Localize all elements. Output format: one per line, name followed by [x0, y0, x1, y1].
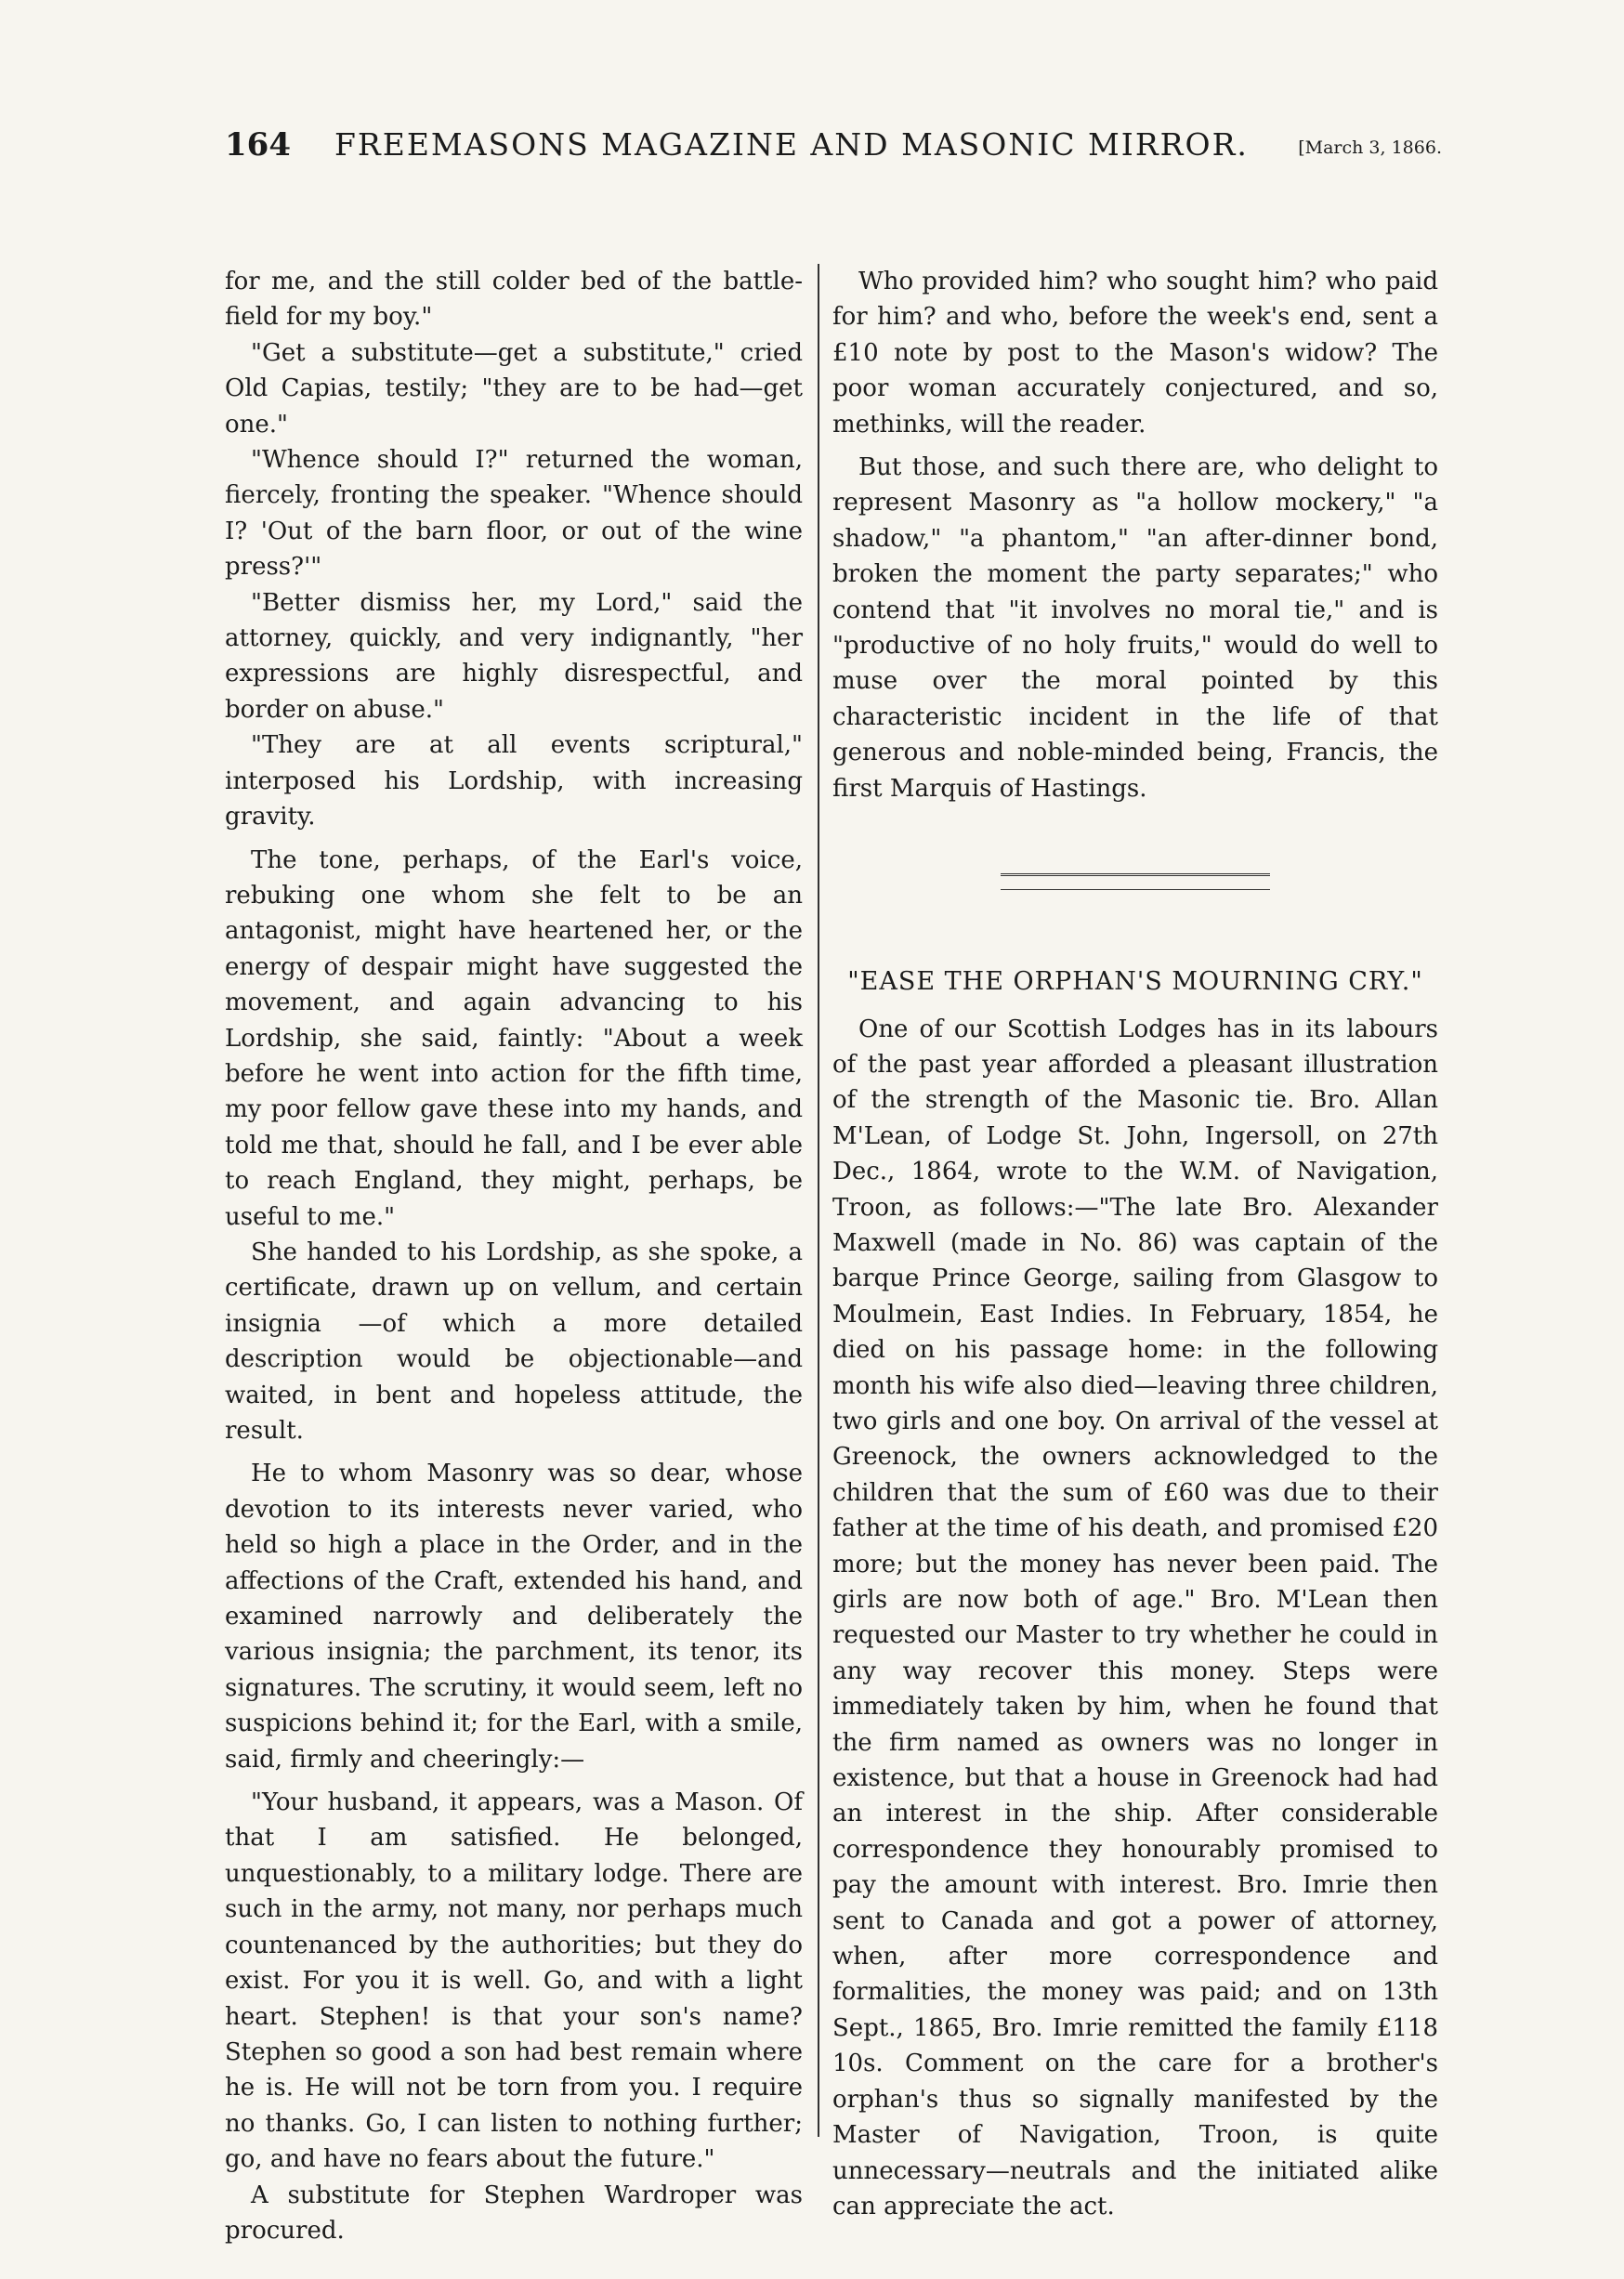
paragraph: "Your husband, it appears, was a Mason. Of that I am satisfied. He belonged, unquestionably, to a military lodge. There are such in the army, not many, nor perhaps much countenanced by the authorities; but they do exist. For you it is well. Go, and with a light heart. Stephen! is that your son's name? Stephen so good a son had best remain where he is. He will not be torn from you. I require no thanks. Go, I can listen to nothing further; go, and have no fears about the future."	[225, 1788, 803, 2174]
paragraph: The tone, perhaps, of the Earl's voice, rebuking one whom she felt to be an antagonist, might have heartened her, or the energy of despair might have suggested the movement, and again advancing to his Lordship, she said, faintly: "About a week before he went into action for the fifth time, my poor fellow gave these into my hands, and told me that, should he fall, and I be ever able to reach England, they might, perhaps, be useful to me."	[225, 845, 803, 1231]
right-column	[832, 264, 1438, 2224]
paragraph: He to whom Masonry was so dear, whose devotion to its interests never varied, who held so high a place in the Order, and in the affections of the Craft, extended his hand, and examined narrowly and deliberately the various insignia; the parchment, its tenor, its signatures. The scrutiny, it would seem, left no suspicions behind it; for the Earl, with a smile, said, firmly and cheeringly:—	[225, 1460, 803, 1774]
column-divider	[818, 264, 819, 2137]
section-ornament	[1001, 873, 1270, 890]
issue-date: [March 3, 1866.	[1298, 138, 1442, 158]
magazine-title: FREEMASONS MAGAZINE AND MASONIC MIRROR.	[334, 126, 1249, 163]
page-header	[225, 119, 1442, 175]
paragraph: for me, and the still colder bed of the battle-field for my boy."	[225, 268, 803, 332]
paragraph: "Whence should I?" returned the woman, fiercely, fronting the speaker. "Whence should I? 'Out of the barn floor, or out of the wine press?'"	[225, 446, 803, 582]
paragraph: "Better dismiss her, my Lord," said the attorney, quickly, and very indignantly, "her expressions are highly disrespectful, and border on abuse."	[225, 588, 803, 724]
paragraph: A substitute for Stephen Wardroper was procured.	[225, 2181, 803, 2245]
section-title: "EASE THE ORPHAN'S MOURNING CRY."	[847, 967, 1423, 997]
paragraph: Who provided him? who sought him? who paid for him? and who, before the week's end, sent a £10 note by post to the Mason's widow? The poor woman accurately conjectured, and so, methinks, will the reader.	[832, 268, 1438, 439]
page-number: 164	[225, 126, 291, 164]
paragraph: One of our Scottish Lodges has in its labours of the past year afforded a pleasant illustration of the strength of the Masonic tie. Bro. Allan M'Lean, of Lodge St. John, Ingersoll, on 27th Dec., 1864, wrote to the W.M. of Navigation, Troon, as follows:—"The late Bro. Alexander Maxwell (made in No. 86) was captain of the barque Prince George, sailing from Glasgow to Moulmein, East Indies. In February, 1854, he died on his passage home: in the following month his wife also died—leaving three children, two girls and one boy. On arrival of the vessel at Greenock, the owners acknowledged to the children that the sum of £60 was due to their father at the time of his death, and promised £20 more; but the money has never been paid. The girls are now both of age." Bro. M'Lean then requested our Master to try whether he could in any way recover this money. Steps were immediately taken by him, when he found that the firm named as owners was no longer in existence, but that a house in Greenock had had an interest in the ship. After considerable correspondence they honourably promised to pay the amount with interest. Bro. Imrie then sent to Canada and got a power of attorney, when, after more correspondence and formalities, the money was paid; and on 13th Sept., 1865, Bro. Imrie remitted the family £118 10s. Comment on the care for a brother's orphan's thus so signally manifested by the Master of Navigation, Troon, is quite unnecessary—neutrals and the initiated alike can appreciate the act.	[832, 1015, 1438, 2220]
left-column	[225, 264, 803, 2248]
paragraph: But those, and such there are, who delight to represent Masonry as "a hollow mockery," "a shadow," "a phantom," "an after-dinner bond, broken the moment the party separates;" who contend that "it involves no moral tie," and is "productive of no holy fruits," would do well to muse over the moral pointed by this characteristic incident in the life of that generous and noble-minded being, Francis, the first Marquis of Hastings.	[832, 453, 1438, 803]
paragraph: "Get a substitute—get a substitute," cried Old Capias, testily; "they are to be had—get one."	[225, 338, 803, 439]
paragraph: She handed to his Lordship, as she spoke, a certificate, drawn up on vellum, and certain insignia —of which a more detailed description would be objectionable—and waited, in bent and hopeless attitude, the result.	[225, 1238, 803, 1445]
paragraph: "They are at all events scriptural," interposed his Lordship, with increasing gravity.	[225, 731, 803, 832]
